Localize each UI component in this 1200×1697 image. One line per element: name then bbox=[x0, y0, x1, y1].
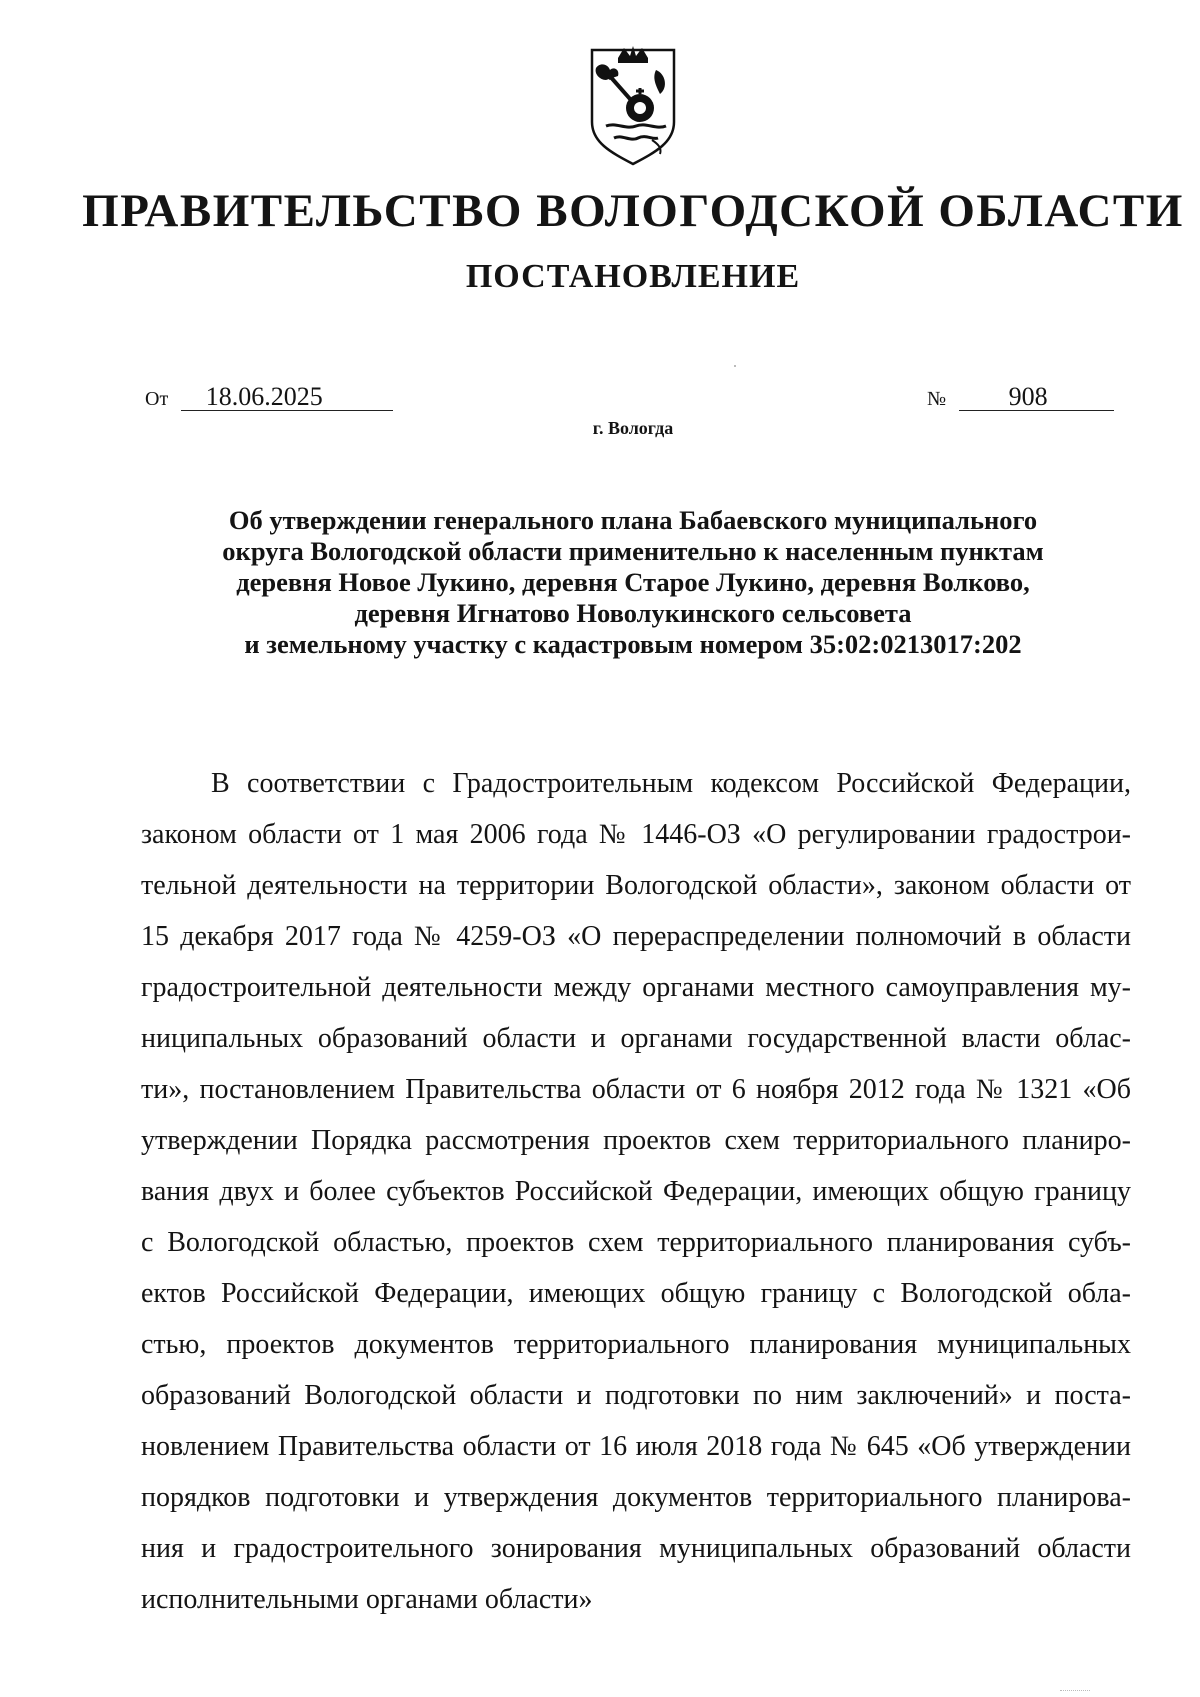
subject-line: округа Вологодской области применительно к населенным пунктам bbox=[222, 536, 1044, 566]
number-value: 908 bbox=[959, 384, 1114, 411]
body-line: тельной деятельности на территории Вологодской области», законом области от bbox=[141, 870, 1131, 901]
subject-line: деревня Игнатово Новолукинского сельсовета bbox=[354, 598, 912, 628]
body-line: ти», постановлением Правительства области от 6 ноября 2012 года № 1321 «Об bbox=[141, 1074, 1131, 1105]
resolution-subject bbox=[0, 505, 1200, 660]
scan-artifact bbox=[1060, 1690, 1090, 1697]
body-line: порядков подготовки и утверждения документов территориального планирова- bbox=[141, 1482, 1131, 1513]
number-prefix: № bbox=[927, 388, 947, 410]
subject-line: деревня Новое Лукино, деревня Старое Лукино, деревня Волково, bbox=[236, 567, 1030, 597]
body-line: с Вологодской областью, проектов схем территориального планирования субъ- bbox=[141, 1227, 1131, 1258]
subject-line: Об утверждении генерального плана Бабаевского муниципального bbox=[228, 505, 1038, 535]
body-line: образований Вологодской области и подготовки по ним заключений» и поста- bbox=[141, 1380, 1131, 1411]
number-field bbox=[927, 382, 1114, 412]
body-line: вания двух и более субъектов Российской Федерации, имеющих общую границу bbox=[141, 1176, 1131, 1207]
body-line: ния и градостроительного зонирования муниципальных образований области bbox=[141, 1533, 1131, 1564]
body-line: ниципальных образований области и органами государственной власти облас- bbox=[141, 1023, 1131, 1054]
subject-line: и земельному участку с кадастровым номером 35:02:0213017:202 bbox=[244, 629, 1022, 659]
body-line: ектов Российской Федерации, имеющих общую границу с Вологодской обла- bbox=[141, 1278, 1131, 1309]
body-line: 15 декабря 2017 года № 4259-ОЗ «О перераспределении полномочий в области bbox=[141, 921, 1131, 952]
date-field bbox=[145, 382, 393, 412]
body-line: градостроительной деятельности между органами местного самоуправления му- bbox=[141, 972, 1131, 1003]
body-line: новлением Правительства области от 16 июля 2018 года № 645 «Об утверждении bbox=[141, 1431, 1131, 1462]
body-paragraph bbox=[141, 758, 1131, 1625]
scan-speck bbox=[734, 365, 736, 367]
city-name: г. Вологда bbox=[592, 418, 674, 438]
date-prefix: От bbox=[145, 388, 169, 410]
organization-title: ПРАВИТЕЛЬСТВО ВОЛОГОДСКОЙ ОБЛАСТИ bbox=[82, 185, 1184, 237]
document-type: ПОСТАНОВЛЕНИЕ bbox=[465, 258, 801, 295]
body-line: исполнительными органами области» bbox=[141, 1584, 593, 1615]
body-line: В соответствии с Градостроительным кодексом Российской Федерации, bbox=[211, 768, 1131, 799]
coat-of-arms-icon bbox=[586, 44, 680, 168]
body-line: законом области от 1 мая 2006 года № 1446-ОЗ «О регулировании градострои- bbox=[141, 819, 1131, 850]
date-value: 18.06.2025 bbox=[181, 384, 393, 411]
body-line: утверждении Порядка рассмотрения проектов схем территориального планиро- bbox=[141, 1125, 1131, 1156]
body-line: стью, проектов документов территориального планирования муниципальных bbox=[141, 1329, 1131, 1360]
